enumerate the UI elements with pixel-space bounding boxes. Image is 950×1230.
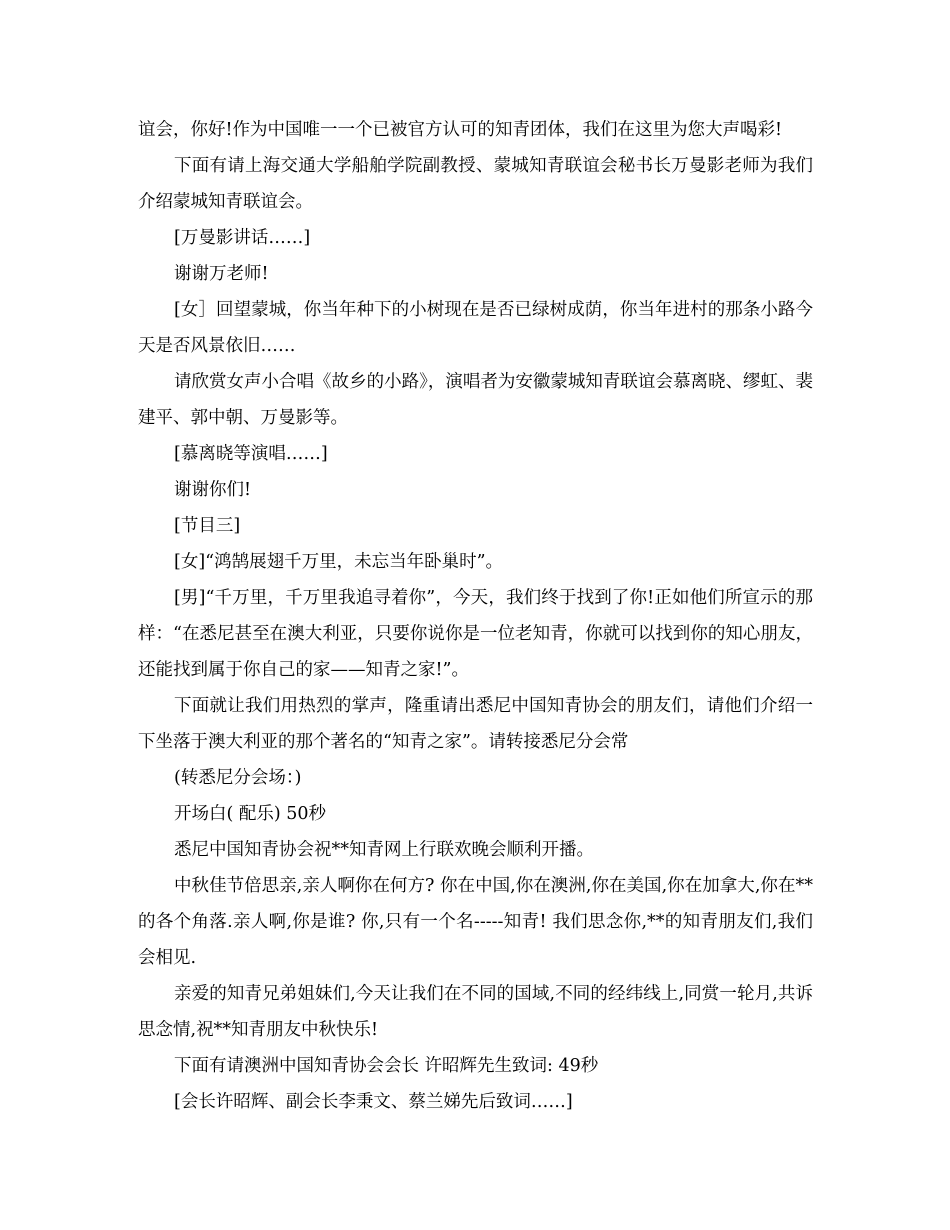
paragraph-10: [女]“鸿鹄展翅千万里，未忘当年卧巢时”。 <box>174 552 504 572</box>
paragraph-11: [男]“千万里，千万里我追寻着你”，今天，我们终于找到了你!正如他们所宣示的那样：“在悉尼甚至在澳大利亚，只要你说你是一位老知青，你就可以找到你的知心朋友，还能找到属于你自己的家——知青之家!”。 <box>138 588 813 680</box>
paragraph-6: 请欣赏女声小合唱《故乡的小路》，演唱者为安徽蒙城知青联谊会慕离晓、缪虹、裴建平、郭中朝、万曼影等。 <box>138 372 813 428</box>
paragraph-17: 亲爱的知青兄弟姐妹们,今天让我们在不同的国域,不同的经纬线上,同赏一轮月,共诉思念情,祝**知青朋友中秋快乐! <box>138 984 813 1040</box>
paragraph-19: [会长许昭辉、副会长李秉文、蔡兰娣先后致词……] <box>174 1092 573 1112</box>
paragraph-4: 谢谢万老师! <box>174 264 269 284</box>
paragraph-2: 下面有请上海交通大学船舶学院副教授、蒙城知青联谊会秘书长万曼影老师为我们介绍蒙城知青联谊会。 <box>138 156 813 212</box>
paragraph-18: 下面有请澳洲中国知青协会会长 许昭辉先生致词: 49秒 <box>174 1056 599 1076</box>
paragraph-8: 谢谢你们! <box>174 480 252 500</box>
paragraph-9: [节目三] <box>174 516 241 536</box>
document-page <box>138 112 813 1120</box>
paragraph-7: [慕离晓等演唱……] <box>174 444 328 464</box>
paragraph-5: [女］回望蒙城，你当年种下的小树现在是否已绿树成荫，你当年进村的那条小路今天是否风景依旧…… <box>138 300 813 356</box>
paragraph-15: 悉尼中国知青协会祝**知青网上行联欢晚会顺利开播。 <box>174 840 594 860</box>
paragraph-12: 下面就让我们用热烈的掌声，隆重请出悉尼中国知青协会的朋友们，请他们介绍一下坐落于澳大利亚的那个著名的“知青之家”。请转接悉尼分会常 <box>138 696 813 752</box>
paragraph-13: (转悉尼分会场：) <box>174 768 302 788</box>
paragraph-14: 开场白( 配乐) 50秒 <box>174 804 327 824</box>
paragraph-1: 谊会，你好!作为中国唯一一个已被官方认可的知青团体，我们在这里为您大声喝彩! <box>138 120 783 140</box>
paragraph-3: [万曼影讲话……] <box>174 228 311 248</box>
paragraph-16: 中秋佳节倍思亲,亲人啊你在何方? 你在中国,你在澳洲,你在美国,你在加拿大,你在**的各个角落.亲人啊,你是谁? 你,只有一个名-----知青! 我们思念你,**的知青朋友们,我们会相见. <box>138 876 813 968</box>
